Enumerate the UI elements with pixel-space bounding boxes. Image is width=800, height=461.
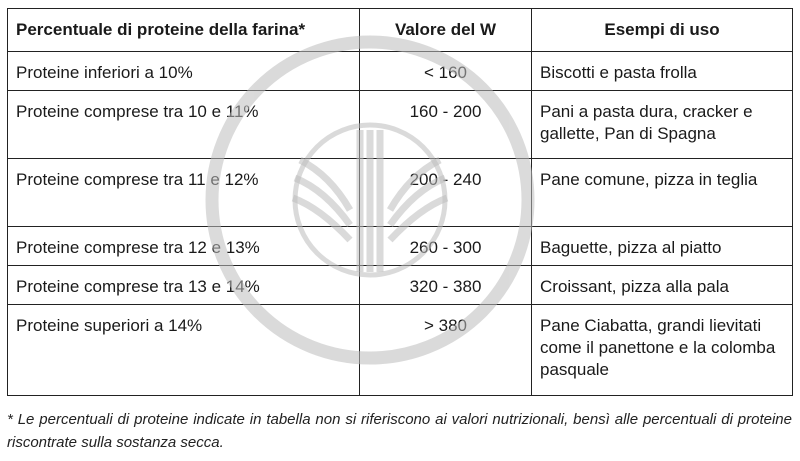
table-row [8, 52, 793, 91]
protein-cell: Proteine superiori a 14% [8, 305, 360, 396]
usage-cell: Baguette, pizza al piatto [532, 227, 793, 266]
protein-cell: Proteine comprese tra 13 e 14% [8, 266, 360, 305]
w-value-cell: < 160 [360, 52, 532, 91]
header-usage-examples: Esempi di uso [532, 9, 793, 52]
usage-cell: Pane comune, pizza in teglia [532, 159, 793, 227]
table-row [8, 91, 793, 159]
table-row [8, 266, 793, 305]
usage-cell: Biscotti e pasta frolla [532, 52, 793, 91]
flour-protein-table [7, 8, 793, 396]
table-row [8, 305, 793, 396]
usage-cell: Pane Ciabatta, grandi lievitati come il panettone e la colomba pasquale [532, 305, 793, 396]
header-w-value: Valore del W [360, 9, 532, 52]
w-value-cell: 160 - 200 [360, 91, 532, 159]
protein-cell: Proteine inferiori a 10% [8, 52, 360, 91]
table-row [8, 227, 793, 266]
w-value-cell: > 380 [360, 305, 532, 396]
table-header-row [8, 9, 793, 52]
table-footnote: * Le percentuali di proteine indicate in tabella non si riferiscono ai valori nutrizionali, bensì alle percentuali di proteine riscontrate sulla sostanza secca. [7, 411, 792, 451]
usage-cell: Pani a pasta dura, cracker e gallette, Pan di Spagna [532, 91, 793, 159]
w-value-cell: 260 - 300 [360, 227, 532, 266]
protein-cell: Proteine comprese tra 10 e 11% [8, 91, 360, 159]
w-value-cell: 200 - 240 [360, 159, 532, 227]
protein-cell: Proteine comprese tra 12 e 13% [8, 227, 360, 266]
table-row [8, 159, 793, 227]
usage-cell: Croissant, pizza alla pala [532, 266, 793, 305]
header-protein-percentage: Percentuale di proteine della farina* [8, 9, 360, 52]
w-value-cell: 320 - 380 [360, 266, 532, 305]
protein-cell: Proteine comprese tra 11 e 12% [8, 159, 360, 227]
